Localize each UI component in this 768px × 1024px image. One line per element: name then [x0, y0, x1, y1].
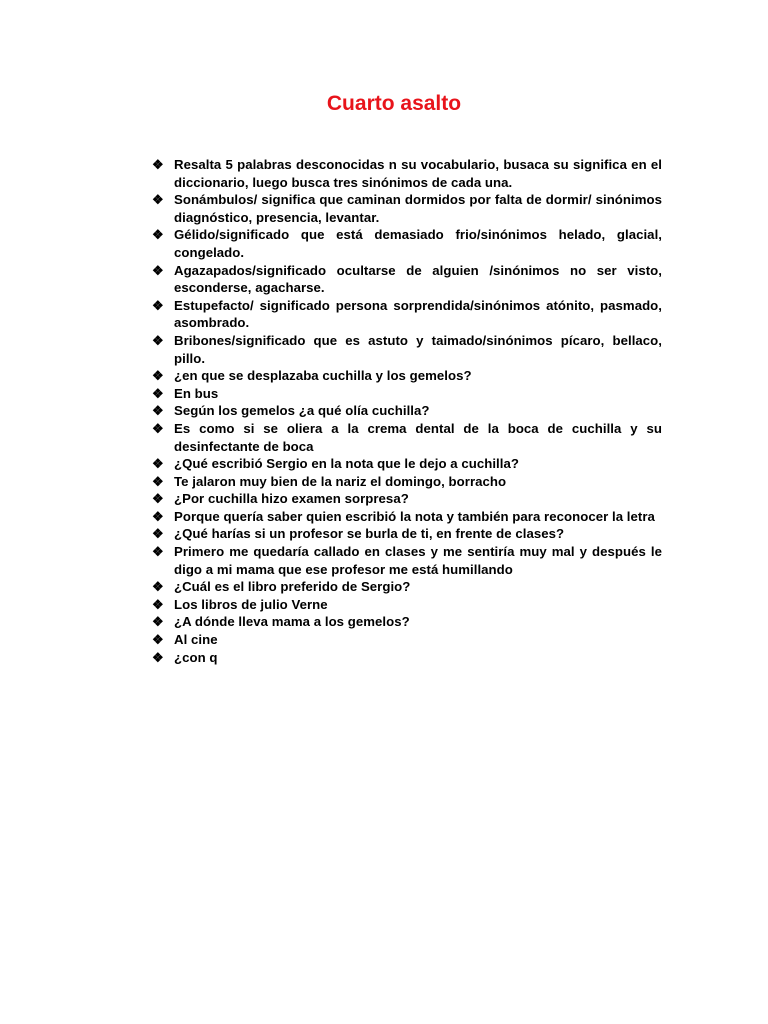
diamond-bullet-icon: ❖ [152, 491, 164, 507]
diamond-bullet-icon: ❖ [152, 368, 164, 384]
list-item-text: ¿en que se desplazaba cuchilla y los gemelos? [174, 368, 472, 384]
bullet-list [152, 156, 662, 666]
list-item [152, 385, 662, 403]
list-item [152, 455, 662, 473]
list-item [152, 525, 662, 543]
list-item [152, 367, 662, 385]
diamond-bullet-icon: ❖ [152, 262, 164, 278]
list-item-text: Al cine [174, 632, 218, 648]
diamond-bullet-icon: ❖ [152, 508, 164, 524]
list-item [152, 191, 662, 226]
list-item [152, 490, 662, 508]
diamond-bullet-icon: ❖ [152, 456, 164, 472]
list-item [152, 156, 662, 191]
list-item-text: ¿Cuál es el libro preferido de Sergio? [174, 579, 411, 595]
list-item-text: Resalta 5 palabras desconocidas n su vocabulario, busaca su significa en el diccionario, luego busca tres sinónimos de cada una. [174, 157, 662, 190]
list-item-text: ¿Qué harías si un profesor se burla de ti, en frente de clases? [174, 526, 565, 542]
list-item-text: Primero me quedaría callado en clases y me sentiría muy mal y después le digo a mi mama que ese profesor me está humillando [174, 544, 662, 577]
list-item [152, 420, 662, 455]
list-item [152, 578, 662, 596]
diamond-bullet-icon: ❖ [152, 332, 164, 348]
list-item [152, 649, 662, 667]
list-item-text: Te jalaron muy bien de la nariz el domingo, borracho [174, 473, 507, 489]
list-item [152, 402, 662, 420]
list-item [152, 508, 662, 526]
list-item [152, 297, 662, 332]
page-title: Cuarto asalto [326, 92, 462, 115]
list-item-text: ¿Qué escribió Sergio en la nota que le dejo a cuchilla? [174, 456, 519, 472]
diamond-bullet-icon: ❖ [152, 473, 164, 489]
list-item [152, 613, 662, 631]
diamond-bullet-icon: ❖ [152, 385, 164, 401]
list-item [152, 543, 662, 578]
list-item-text: Sonámbulos/ significa que caminan dormidos por falta de dormir/ sinónimos diagnóstico, presencia, levantar. [174, 192, 662, 225]
list-item [152, 631, 662, 649]
list-item [152, 596, 662, 614]
diamond-bullet-icon: ❖ [152, 544, 164, 560]
list-item [152, 262, 662, 297]
diamond-bullet-icon: ❖ [152, 157, 164, 172]
list-item-text: Según los gemelos ¿a qué olía cuchilla? [174, 403, 430, 419]
list-item [152, 332, 662, 367]
diamond-bullet-icon: ❖ [152, 632, 164, 648]
list-item-text: En bus [174, 385, 219, 401]
list-item-text: Agazapados/significado ocultarse de alguien /sinónimos no ser visto, esconderse, agacharse. [174, 262, 662, 296]
diamond-bullet-icon: ❖ [152, 297, 164, 313]
diamond-bullet-icon: ❖ [152, 614, 164, 630]
list-item-text: Gélido/significado que está demasiado frio/sinónimos helado, glacial, congelado. [174, 227, 662, 260]
diamond-bullet-icon: ❖ [152, 420, 164, 436]
list-item-text: ¿A dónde lleva mama a los gemelos? [174, 614, 410, 630]
list-item [152, 473, 662, 491]
diamond-bullet-icon: ❖ [152, 403, 164, 419]
list-item-text: Bribones/significado que es astuto y taimado/sinónimos pícaro, bellaco, pillo. [174, 332, 662, 366]
diamond-bullet-icon: ❖ [152, 649, 164, 665]
list-item-text: Estupefacto/ significado persona sorprendida/sinónimos atónito, pasmado, asombrado. [174, 297, 662, 331]
diamond-bullet-icon: ❖ [152, 579, 164, 595]
diamond-bullet-icon: ❖ [152, 192, 164, 208]
list-item-text: ¿con q [174, 649, 218, 665]
list-item-text: ¿Por cuchilla hizo examen sorpresa? [174, 491, 409, 507]
diamond-bullet-icon: ❖ [152, 596, 164, 612]
list-item-text: Es como si se oliera a la crema dental de la boca de cuchilla y su desinfectante de boca [174, 420, 662, 454]
list-item-text: Porque quería saber quien escribió la nota y también para reconocer la letra [174, 508, 655, 524]
list-item [152, 226, 662, 261]
diamond-bullet-icon: ❖ [152, 526, 164, 542]
list-item-text: Los libros de julio Verne [174, 596, 328, 612]
diamond-bullet-icon: ❖ [152, 227, 164, 243]
